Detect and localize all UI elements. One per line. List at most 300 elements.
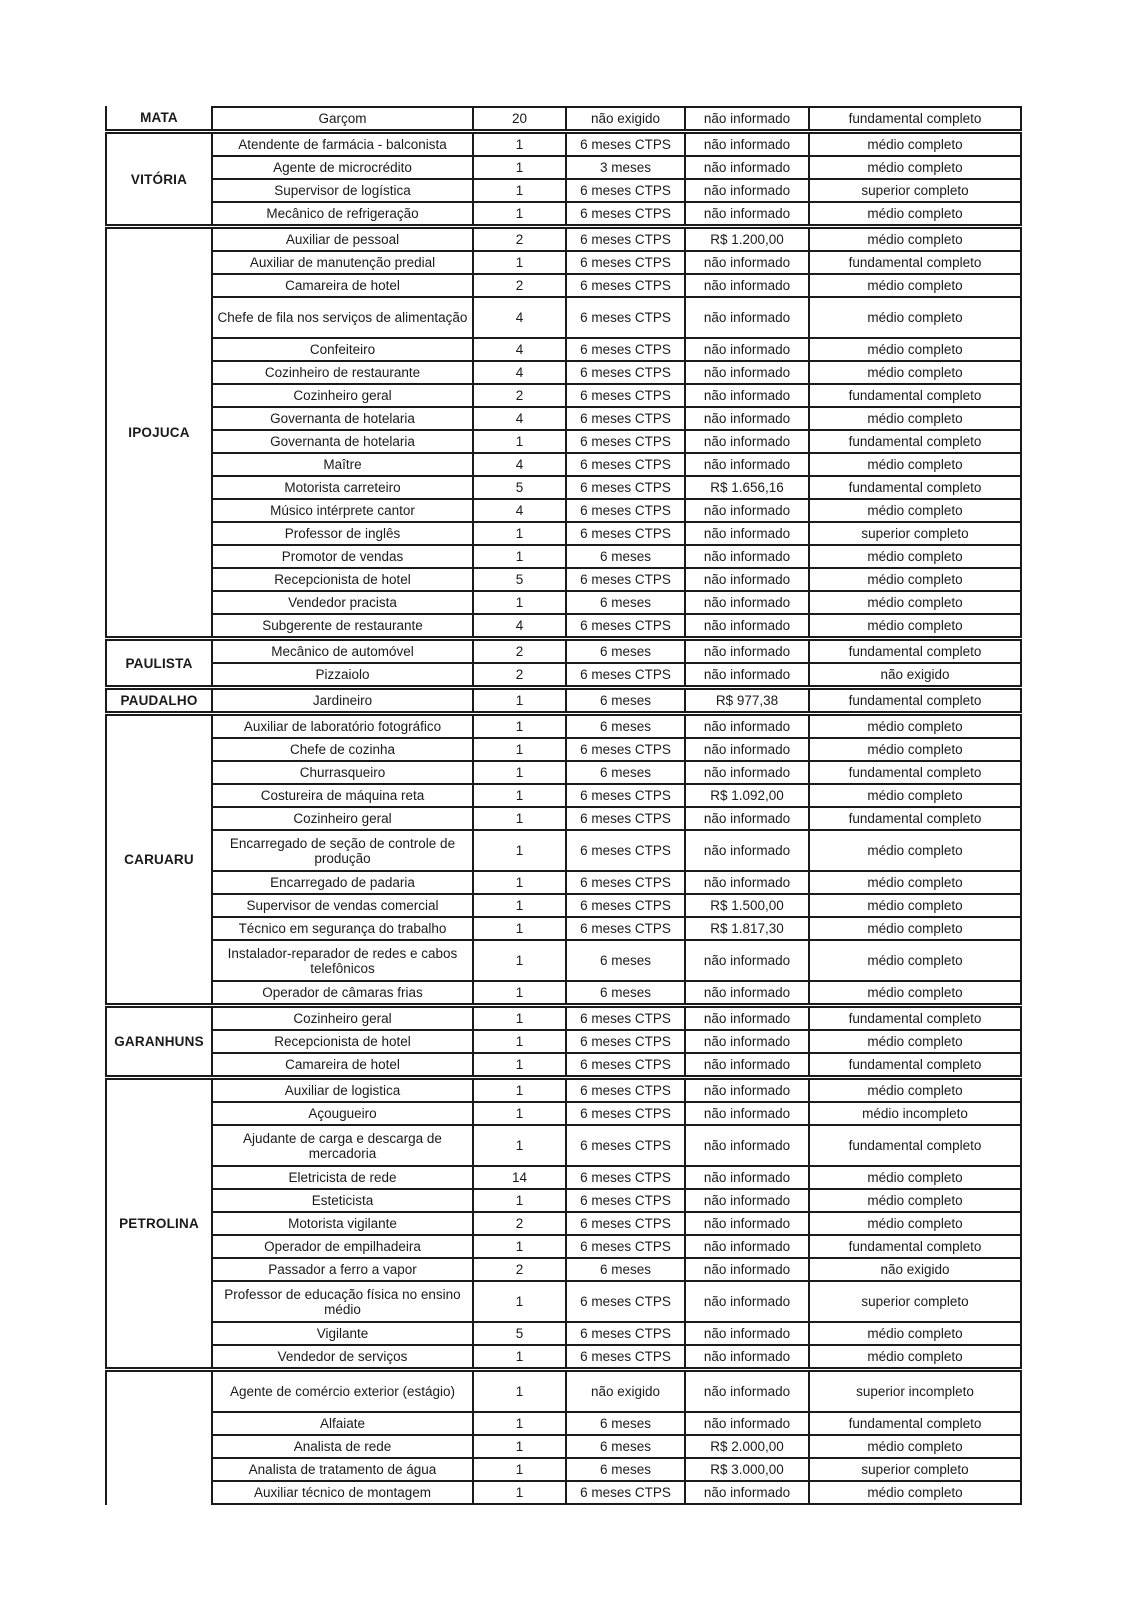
vacancy-count-cell: 4	[472, 615, 565, 636]
vacancy-count-cell: 1	[472, 1459, 565, 1480]
job-title-cell: Garçom	[318, 111, 367, 126]
salary-cell: R$ 3.000,00	[684, 1459, 808, 1480]
education-cell: fundamental completo	[808, 431, 1020, 452]
city-label: MATA	[105, 106, 211, 131]
experience-cell: 6 meses CTPS	[565, 1482, 684, 1503]
experience-cell: 6 meses CTPS	[565, 454, 684, 475]
job-title-cell: Camareira de hotel	[285, 278, 400, 293]
vacancy-count-cell: 5	[472, 1323, 565, 1344]
experience-cell: 6 meses CTPS	[565, 615, 684, 636]
experience-cell: 6 meses CTPS	[565, 385, 684, 406]
job-title-cell: Auxiliar de pessoal	[285, 232, 400, 247]
experience-cell: 6 meses CTPS	[565, 1167, 684, 1188]
salary-cell: não informado	[684, 108, 808, 129]
vacancy-count-cell: 1	[472, 1126, 565, 1165]
salary-cell: não informado	[684, 1259, 808, 1280]
salary-cell: não informado	[684, 1031, 808, 1052]
experience-cell: 6 meses CTPS	[565, 362, 684, 383]
salary-cell: não informado	[684, 362, 808, 383]
salary-cell: não informado	[684, 252, 808, 273]
job-title-cell: Analista de tratamento de água	[248, 1462, 437, 1477]
education-cell: médio completo	[808, 831, 1020, 870]
vacancy-count-cell: 2	[472, 664, 565, 685]
education-cell: médio completo	[808, 500, 1020, 521]
experience-cell: não exigido	[565, 108, 684, 129]
education-cell: médio completo	[808, 615, 1020, 636]
experience-cell: 6 meses CTPS	[565, 1346, 684, 1367]
salary-cell: não informado	[684, 569, 808, 590]
vacancy-count-cell: 1	[472, 431, 565, 452]
experience-cell: 6 meses CTPS	[565, 477, 684, 498]
job-title-cell: Encarregado de seção de controle de produção	[229, 835, 456, 866]
job-title-cell: Técnico em segurança do trabalho	[238, 921, 447, 936]
experience-cell: 6 meses	[565, 1413, 684, 1434]
job-title-cell: Motorista vigilante	[288, 1216, 397, 1231]
vacancy-row	[213, 1029, 1020, 1052]
salary-cell: não informado	[684, 523, 808, 544]
salary-cell: não informado	[684, 982, 808, 1003]
vacancy-count-cell: 1	[472, 180, 565, 201]
experience-cell: 6 meses CTPS	[565, 229, 684, 250]
job-title-cell: Promotor de vendas	[281, 549, 404, 564]
vacancy-row	[213, 1344, 1020, 1367]
vacancy-row	[213, 383, 1020, 406]
vacancy-row	[213, 1434, 1020, 1457]
vacancy-row	[213, 337, 1020, 360]
vacancy-count-cell: 1	[472, 739, 565, 760]
vacancy-count-cell: 1	[472, 1372, 565, 1411]
vacancy-rows	[211, 1078, 1022, 1369]
job-title-cell: Professor de inglês	[284, 526, 401, 541]
vacancy-row	[213, 134, 1020, 155]
vacancy-row	[213, 1257, 1020, 1280]
job-title-cell: Vigilante	[316, 1326, 369, 1341]
city-label: VITÓRIA	[105, 132, 211, 226]
job-title-cell: Governanta de hotelaria	[270, 434, 415, 449]
vacancy-row	[213, 690, 1020, 711]
job-title-cell: Churrasqueiro	[299, 765, 386, 780]
experience-cell: não exigido	[565, 1372, 684, 1411]
vacancy-count-cell: 1	[472, 872, 565, 893]
vacancy-count-cell: 1	[472, 252, 565, 273]
education-cell: superior completo	[808, 523, 1020, 544]
education-cell: médio completo	[808, 716, 1020, 737]
experience-cell: 6 meses CTPS	[565, 523, 684, 544]
vacancy-row	[213, 783, 1020, 806]
experience-cell: 6 meses CTPS	[565, 739, 684, 760]
salary-cell: não informado	[684, 739, 808, 760]
vacancy-row	[213, 1457, 1020, 1480]
job-title-cell: Chefe de fila nos serviços de alimentação	[217, 310, 468, 325]
vacancy-row	[213, 893, 1020, 916]
education-cell: médio completo	[808, 157, 1020, 178]
vacancy-row	[213, 544, 1020, 567]
experience-cell: 6 meses CTPS	[565, 1213, 684, 1234]
vacancy-count-cell: 5	[472, 569, 565, 590]
vacancy-row	[213, 662, 1020, 685]
salary-cell: R$ 1.817,30	[684, 918, 808, 939]
experience-cell: 6 meses CTPS	[565, 831, 684, 870]
vacancy-rows	[211, 688, 1022, 713]
vacancy-row	[213, 1372, 1020, 1411]
salary-cell: não informado	[684, 339, 808, 360]
salary-cell: não informado	[684, 1008, 808, 1029]
vacancy-count-cell: 2	[472, 275, 565, 296]
education-cell: médio completo	[808, 872, 1020, 893]
experience-cell: 6 meses CTPS	[565, 918, 684, 939]
vacancy-row	[213, 1080, 1020, 1101]
salary-cell: não informado	[684, 1080, 808, 1101]
vacancy-count-cell: 1	[472, 523, 565, 544]
job-title-cell: Mecânico de automóvel	[271, 644, 414, 659]
vacancy-rows	[211, 1370, 1022, 1505]
experience-cell: 6 meses CTPS	[565, 1008, 684, 1029]
vacancy-count-cell: 1	[472, 1282, 565, 1321]
experience-cell: 6 meses CTPS	[565, 1103, 684, 1124]
job-title-cell: Instalador-reparador de redes e cabos telefônicos	[227, 945, 458, 976]
education-cell: médio completo	[808, 546, 1020, 567]
job-title-cell: Jardineiro	[312, 693, 373, 708]
vacancy-rows	[211, 1006, 1022, 1077]
experience-cell: 6 meses CTPS	[565, 1031, 684, 1052]
vacancy-row	[213, 980, 1020, 1003]
experience-cell: 3 meses	[565, 157, 684, 178]
vacancy-row	[213, 1188, 1020, 1211]
job-title-cell: Esteticista	[311, 1193, 374, 1208]
salary-cell: não informado	[684, 500, 808, 521]
experience-cell: 6 meses	[565, 762, 684, 783]
vacancy-row	[213, 296, 1020, 337]
education-cell: fundamental completo	[808, 641, 1020, 662]
vacancy-row	[213, 829, 1020, 870]
job-title-cell: Chefe de cozinha	[289, 742, 396, 757]
vacancy-count-cell: 1	[472, 762, 565, 783]
vacancy-row	[213, 1101, 1020, 1124]
vacancy-count-cell: 1	[472, 546, 565, 567]
vacancy-row	[213, 567, 1020, 590]
education-cell: superior completo	[808, 180, 1020, 201]
city-group	[105, 227, 1022, 638]
salary-cell: não informado	[684, 641, 808, 662]
experience-cell: 6 meses CTPS	[565, 203, 684, 224]
vacancy-row	[213, 737, 1020, 760]
education-cell: médio completo	[808, 982, 1020, 1003]
vacancy-count-cell: 4	[472, 454, 565, 475]
education-cell: superior completo	[808, 1282, 1020, 1321]
job-title-cell: Governanta de hotelaria	[270, 411, 415, 426]
experience-cell: 6 meses CTPS	[565, 408, 684, 429]
experience-cell: 6 meses CTPS	[565, 1282, 684, 1321]
vacancy-row	[213, 1411, 1020, 1434]
salary-cell: não informado	[684, 1236, 808, 1257]
vacancy-count-cell: 1	[472, 1436, 565, 1457]
job-title-cell: Músico intérprete cantor	[270, 503, 415, 518]
vacancy-row	[213, 406, 1020, 429]
salary-cell: não informado	[684, 1413, 808, 1434]
education-cell: fundamental completo	[808, 1126, 1020, 1165]
experience-cell: 6 meses CTPS	[565, 569, 684, 590]
vacancy-count-cell: 2	[472, 385, 565, 406]
salary-cell: R$ 1.656,16	[684, 477, 808, 498]
education-cell: médio completo	[808, 569, 1020, 590]
vacancy-count-cell: 1	[472, 716, 565, 737]
salary-cell: não informado	[684, 134, 808, 155]
vacancy-row	[213, 360, 1020, 383]
education-cell: médio completo	[808, 275, 1020, 296]
salary-cell: não informado	[684, 716, 808, 737]
salary-cell: não informado	[684, 385, 808, 406]
salary-cell: R$ 1.200,00	[684, 229, 808, 250]
education-cell: médio completo	[808, 1323, 1020, 1344]
salary-cell: não informado	[684, 275, 808, 296]
vacancy-rows	[211, 132, 1022, 226]
experience-cell: 6 meses	[565, 546, 684, 567]
job-title-cell: Supervisor de vendas comercial	[246, 898, 439, 913]
salary-cell: não informado	[684, 1167, 808, 1188]
job-title-cell: Operador de câmaras frias	[262, 985, 423, 1000]
education-cell: médio completo	[808, 1436, 1020, 1457]
vacancy-count-cell: 1	[472, 1008, 565, 1029]
experience-cell: 6 meses CTPS	[565, 1080, 684, 1101]
vacancy-row	[213, 1480, 1020, 1503]
experience-cell: 6 meses	[565, 982, 684, 1003]
experience-cell: 6 meses CTPS	[565, 872, 684, 893]
salary-cell: R$ 2.000,00	[684, 1436, 808, 1457]
salary-cell: não informado	[684, 664, 808, 685]
salary-cell: não informado	[684, 298, 808, 337]
vacancy-count-cell: 1	[472, 1190, 565, 1211]
job-title-cell: Confeiteiro	[309, 342, 376, 357]
vacancy-count-cell: 5	[472, 477, 565, 498]
vacancy-row	[213, 590, 1020, 613]
education-cell: fundamental completo	[808, 1236, 1020, 1257]
vacancy-count-cell: 1	[472, 1080, 565, 1101]
education-cell: fundamental completo	[808, 1054, 1020, 1075]
job-title-cell: Recepcionista de hotel	[274, 1034, 411, 1049]
salary-cell: não informado	[684, 1323, 808, 1344]
vacancy-row	[213, 498, 1020, 521]
salary-cell: não informado	[684, 203, 808, 224]
vacancy-row	[213, 760, 1020, 783]
city-label: IPOJUCA	[105, 227, 211, 638]
city-label	[105, 1370, 211, 1505]
job-title-cell: Açougueiro	[308, 1106, 377, 1121]
vacancy-count-cell: 1	[472, 808, 565, 829]
vacancy-count-cell: 1	[472, 785, 565, 806]
job-title-cell: Costureira de máquina reta	[260, 788, 425, 803]
experience-cell: 6 meses	[565, 941, 684, 980]
city-group	[105, 714, 1022, 1005]
vacancy-row	[213, 273, 1020, 296]
salary-cell: não informado	[684, 872, 808, 893]
salary-cell: não informado	[684, 592, 808, 613]
job-title-cell: Alfaiate	[319, 1416, 366, 1431]
vacancy-count-cell: 2	[472, 1213, 565, 1234]
salary-cell: não informado	[684, 831, 808, 870]
experience-cell: 6 meses CTPS	[565, 808, 684, 829]
job-title-cell: Ajudante de carga e descarga de mercadoria	[243, 1130, 442, 1161]
city-group	[105, 639, 1022, 687]
salary-cell: não informado	[684, 1054, 808, 1075]
education-cell: não exigido	[808, 664, 1020, 685]
job-title-cell: Atendente de farmácia - balconista	[238, 137, 447, 152]
experience-cell: 6 meses CTPS	[565, 134, 684, 155]
experience-cell: 6 meses CTPS	[565, 664, 684, 685]
experience-cell: 6 meses	[565, 592, 684, 613]
vacancy-rows	[211, 106, 1022, 131]
vacancy-row	[213, 806, 1020, 829]
education-cell: médio completo	[808, 1031, 1020, 1052]
vacancy-row	[213, 429, 1020, 452]
vacancy-row	[213, 1124, 1020, 1165]
city-label: PETROLINA	[105, 1078, 211, 1369]
experience-cell: 6 meses	[565, 716, 684, 737]
job-title-cell: Cozinheiro geral	[293, 388, 392, 403]
education-cell: médio incompleto	[808, 1103, 1020, 1124]
education-cell: médio completo	[808, 739, 1020, 760]
vacancy-row	[213, 870, 1020, 893]
vacancy-count-cell: 1	[472, 941, 565, 980]
vacancy-count-cell: 1	[472, 1054, 565, 1075]
salary-cell: não informado	[684, 431, 808, 452]
city-group	[105, 106, 1022, 131]
experience-cell: 6 meses CTPS	[565, 252, 684, 273]
education-cell: fundamental completo	[808, 252, 1020, 273]
city-group	[105, 688, 1022, 713]
education-cell: fundamental completo	[808, 385, 1020, 406]
experience-cell: 6 meses CTPS	[565, 339, 684, 360]
salary-cell: não informado	[684, 1126, 808, 1165]
vacancy-count-cell: 1	[472, 1413, 565, 1434]
vacancy-row	[213, 452, 1020, 475]
vacancy-count-cell: 1	[472, 203, 565, 224]
jobs-table	[105, 106, 1022, 1506]
experience-cell: 6 meses CTPS	[565, 1236, 684, 1257]
experience-cell: 6 meses CTPS	[565, 1323, 684, 1344]
job-title-cell: Auxiliar de laboratório fotográfico	[243, 719, 442, 734]
job-title-cell: Encarregado de padaria	[270, 875, 415, 890]
job-title-cell: Motorista carreteiro	[284, 480, 401, 495]
education-cell: médio completo	[808, 785, 1020, 806]
city-group	[105, 132, 1022, 226]
vacancy-count-cell: 1	[472, 1482, 565, 1503]
job-title-cell: Recepcionista de hotel	[274, 572, 411, 587]
vacancy-row	[213, 1280, 1020, 1321]
salary-cell: não informado	[684, 762, 808, 783]
vacancy-count-cell: 1	[472, 1031, 565, 1052]
salary-cell: não informado	[684, 408, 808, 429]
education-cell: médio completo	[808, 1167, 1020, 1188]
vacancy-row	[213, 178, 1020, 201]
vacancy-rows	[211, 227, 1022, 638]
salary-cell: não informado	[684, 1372, 808, 1411]
vacancy-count-cell: 1	[472, 690, 565, 711]
vacancy-count-cell: 4	[472, 362, 565, 383]
vacancy-row	[213, 916, 1020, 939]
vacancy-row	[213, 1321, 1020, 1344]
vacancy-count-cell: 2	[472, 229, 565, 250]
vacancy-count-cell: 14	[472, 1167, 565, 1188]
education-cell: fundamental completo	[808, 762, 1020, 783]
education-cell: médio completo	[808, 1213, 1020, 1234]
experience-cell: 6 meses	[565, 1259, 684, 1280]
salary-cell: não informado	[684, 157, 808, 178]
salary-cell: não informado	[684, 454, 808, 475]
job-title-cell: Camareira de hotel	[285, 1057, 400, 1072]
city-label: PAUDALHO	[105, 688, 211, 713]
salary-cell: não informado	[684, 180, 808, 201]
salary-cell: não informado	[684, 1282, 808, 1321]
vacancy-row	[213, 1234, 1020, 1257]
vacancy-row	[213, 201, 1020, 224]
salary-cell: R$ 977,38	[684, 690, 808, 711]
salary-cell: não informado	[684, 941, 808, 980]
vacancy-row	[213, 250, 1020, 273]
vacancy-row	[213, 939, 1020, 980]
job-title-cell: Supervisor de logística	[274, 183, 411, 198]
experience-cell: 6 meses CTPS	[565, 1126, 684, 1165]
job-title-cell: Agente de microcrédito	[273, 160, 412, 175]
education-cell: não exigido	[808, 1259, 1020, 1280]
vacancy-count-cell: 1	[472, 982, 565, 1003]
education-cell: médio completo	[808, 592, 1020, 613]
salary-cell: R$ 1.092,00	[684, 785, 808, 806]
vacancy-row	[213, 155, 1020, 178]
vacancy-count-cell: 4	[472, 339, 565, 360]
experience-cell: 6 meses CTPS	[565, 431, 684, 452]
city-label: PAULISTA	[105, 639, 211, 687]
salary-cell: não informado	[684, 546, 808, 567]
education-cell: médio completo	[808, 1346, 1020, 1367]
education-cell: médio completo	[808, 203, 1020, 224]
job-title-cell: Mecânico de refrigeração	[266, 206, 419, 221]
job-title-cell: Subgerente de restaurante	[262, 618, 423, 633]
vacancy-count-cell: 1	[472, 1103, 565, 1124]
education-cell: médio completo	[808, 1482, 1020, 1503]
education-cell: fundamental completo	[808, 477, 1020, 498]
vacancy-count-cell: 1	[472, 157, 565, 178]
experience-cell: 6 meses CTPS	[565, 298, 684, 337]
education-cell: médio completo	[808, 895, 1020, 916]
experience-cell: 6 meses	[565, 690, 684, 711]
vacancy-row	[213, 108, 1020, 129]
education-cell: superior incompleto	[808, 1372, 1020, 1411]
salary-cell: não informado	[684, 1190, 808, 1211]
salary-cell: não informado	[684, 1213, 808, 1234]
city-group	[105, 1078, 1022, 1369]
vacancy-count-cell: 4	[472, 408, 565, 429]
job-title-cell: Passador a ferro a vapor	[268, 1262, 417, 1277]
education-cell: médio completo	[808, 1080, 1020, 1101]
vacancy-row	[213, 521, 1020, 544]
education-cell: fundamental completo	[808, 1413, 1020, 1434]
experience-cell: 6 meses CTPS	[565, 500, 684, 521]
city-label: CARUARU	[105, 714, 211, 1005]
vacancy-count-cell: 1	[472, 134, 565, 155]
salary-cell: não informado	[684, 1346, 808, 1367]
education-cell: médio completo	[808, 941, 1020, 980]
experience-cell: 6 meses CTPS	[565, 1190, 684, 1211]
city-label: GARANHUNS	[105, 1006, 211, 1077]
education-cell: médio completo	[808, 134, 1020, 155]
vacancy-rows	[211, 714, 1022, 1005]
job-title-cell: Pizzaiolo	[315, 667, 370, 682]
vacancy-row	[213, 475, 1020, 498]
job-title-cell: Eletricista de rede	[288, 1170, 397, 1185]
experience-cell: 6 meses CTPS	[565, 895, 684, 916]
vacancy-row	[213, 716, 1020, 737]
vacancy-count-cell: 2	[472, 641, 565, 662]
